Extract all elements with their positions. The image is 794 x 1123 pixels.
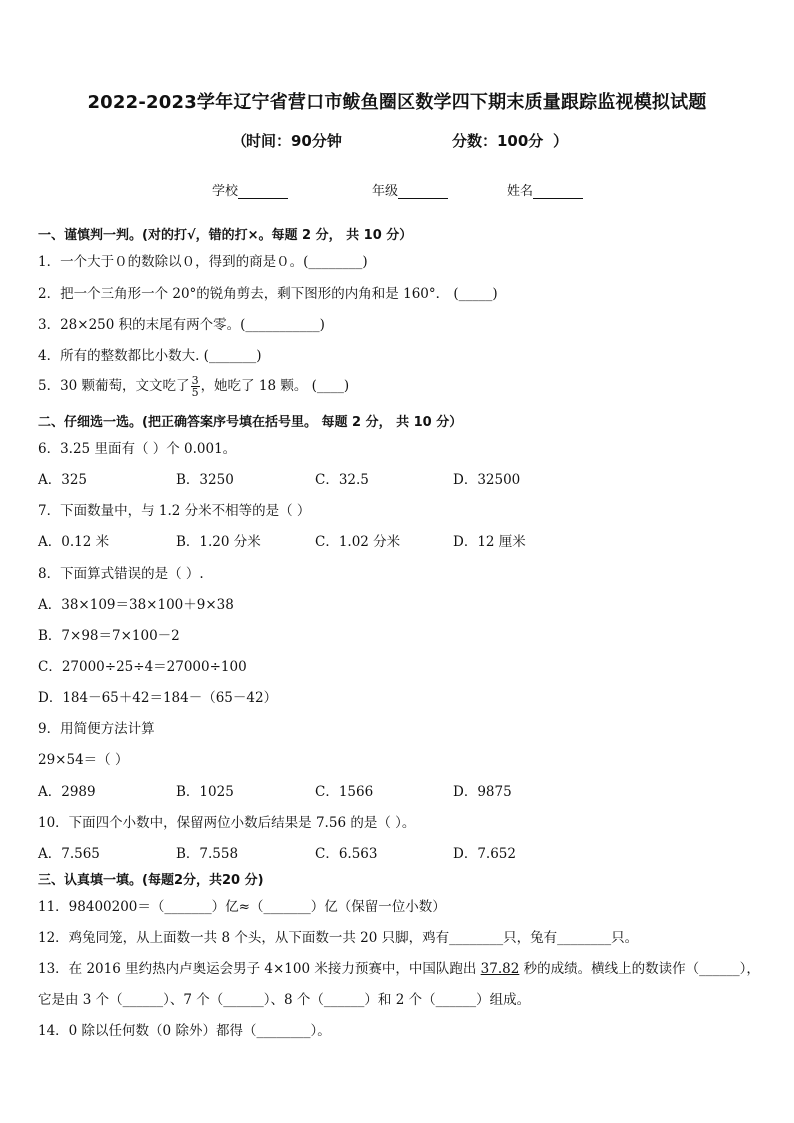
school-blank[interactable] (238, 184, 288, 199)
grade-field (372, 180, 448, 199)
q9-option-d[interactable]: D．9875 (453, 784, 512, 800)
meta-paren-open: （ (232, 132, 248, 150)
student-info (0, 180, 794, 202)
question-13-pre: 13．在 2016 里约热内卢奥运会男子 4×100 米接力预赛中，中国队跑出 (38, 961, 481, 977)
exam-meta (0, 130, 794, 152)
question-10: 10．下面四个小数中，保留两位小数后结果是 7.56 的是（ ）。 (38, 815, 416, 831)
q7-option-a[interactable]: A．0.12 米 (38, 534, 110, 550)
q9-option-b[interactable]: B．1025 (176, 784, 234, 800)
q6-option-a[interactable]: A．325 (38, 472, 88, 488)
grade-label: 年级 (372, 184, 399, 199)
question-14: 14．0 除以任何数（0 除外）都得（________）。 (38, 1023, 331, 1039)
question-5-post: ，她吃了 18 颗。 (____) (200, 378, 350, 394)
fraction (191, 375, 200, 398)
q6-option-c[interactable]: C．32.5 (315, 472, 369, 488)
question-2: 2．把一个三角形一个 20°的锐角剪去，剩下图形的内角和是 160°． (_____) (38, 286, 498, 302)
meta-paren-close: ） (553, 132, 569, 150)
name-label: 姓名 (507, 184, 534, 199)
q8-option-d[interactable]: D．184－65＋42＝184－（65－42） (38, 690, 278, 706)
q10-option-d[interactable]: D．7.652 (453, 846, 516, 862)
exam-score: 分数：100分 (452, 132, 544, 150)
question-1: 1．一个大于０的数除以０，得到的商是０。(________) (38, 254, 368, 270)
question-5 (38, 374, 349, 398)
question-13-post: 秒的成绩。横线上的数读作（______）， (519, 961, 760, 977)
q9-option-a[interactable]: A．2989 (38, 784, 96, 800)
question-7: 7．下面数量中，与 1.2 分米不相等的是（ ） (38, 503, 311, 519)
q6-option-b[interactable]: B．3250 (176, 472, 234, 488)
q8-option-a[interactable]: A．38×109＝38×100＋9×38 (38, 597, 234, 613)
question-9: 9．用简便方法计算 (38, 721, 155, 737)
section-1-heading: 一、谨慎判一判。(对的打√，错的打×。每题 2 分， 共 10 分） (38, 228, 413, 243)
underlined-number: 37.82 (480, 961, 520, 977)
section-3-heading: 三、认真填一填。(每题2分，共20 分) (38, 873, 264, 888)
q6-option-d[interactable]: D．32500 (453, 472, 521, 488)
q7-option-b[interactable]: B．1.20 分米 (176, 534, 261, 550)
q7-option-c[interactable]: C．1.02 分米 (315, 534, 401, 550)
section-2-heading: 二、仔细选一选。(把正确答案序号填在括号里。 每题 2 分， 共 10 分） (38, 415, 463, 430)
name-field (507, 180, 583, 199)
question-13 (38, 957, 760, 977)
exam-time: 时间：90分钟 (246, 132, 342, 150)
q10-option-c[interactable]: C．6.563 (315, 846, 378, 862)
school-label: 学校 (212, 184, 239, 199)
question-12: 12．鸡兔同笼，从上面数一共 8 个头，从下面数一共 20 只脚，鸡有________只，兔有________只。 (38, 930, 639, 946)
q10-option-b[interactable]: B．7.558 (176, 846, 239, 862)
name-blank[interactable] (533, 184, 583, 199)
fraction-denominator: 5 (191, 386, 199, 399)
grade-blank[interactable] (398, 184, 448, 199)
q8-option-b[interactable]: B．7×98＝7×100－2 (38, 628, 180, 644)
q7-option-d[interactable]: D．12 厘米 (453, 534, 526, 550)
q8-option-c[interactable]: C．27000÷25÷4＝27000÷100 (38, 659, 247, 675)
q10-option-a[interactable]: A．7.565 (38, 846, 100, 862)
q9-option-c[interactable]: C．1566 (315, 784, 374, 800)
school-field (212, 180, 288, 199)
question-9-expression: 29×54＝（ ） (38, 752, 129, 768)
fraction-numerator: 3 (191, 374, 199, 387)
question-11: 11．98400200＝（_______）亿≈（_______）亿（保留一位小数） (38, 899, 446, 915)
page-title: 2022-2023学年辽宁省营口市鲅鱼圈区数学四下期末质量跟踪监视模拟试题 (87, 92, 707, 113)
question-8: 8．下面算式错误的是（ ）. (38, 566, 204, 582)
question-3: 3．28×250 积的末尾有两个零。(___________) (38, 317, 325, 333)
question-13-line2: 它是由 3 个（______）、7 个（______）、8 个（______）和 2 个（______）组成。 (38, 992, 531, 1008)
question-5-pre: 5．30 颗葡萄，文文吃了 (38, 378, 190, 394)
question-4: 4．所有的整数都比小数大. (_______) (38, 348, 262, 364)
question-6: 6．3.25 里面有（ ）个 0.001。 (38, 441, 237, 457)
